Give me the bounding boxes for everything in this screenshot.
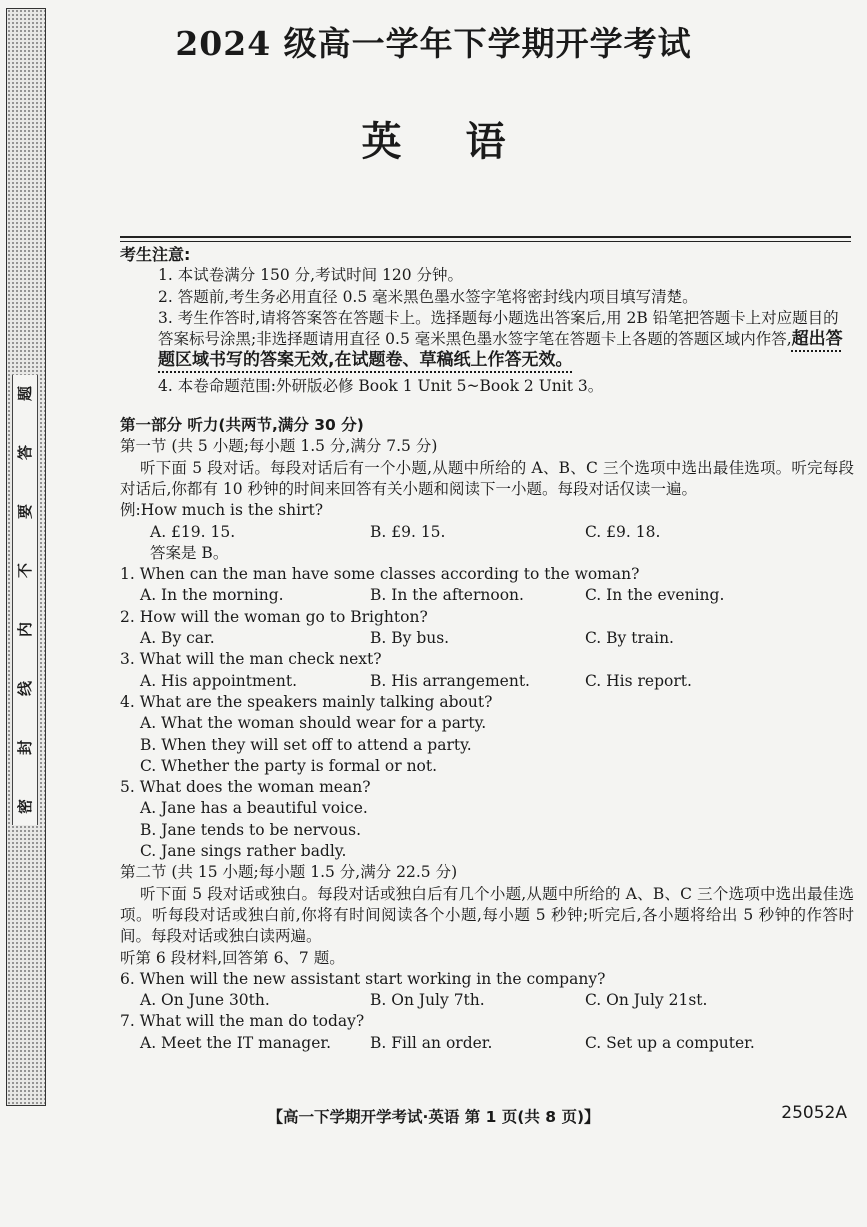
- option: B. On July 7th.: [370, 991, 485, 1010]
- section2-instructions: 听下面 5 段对话或独白。每段对话或独白后有几个小题,从题中所给的 A、B、C 三个选项中选出最佳选项。听每段对话或独白前,你将有时间阅读各个小题,每小题 5 秒钟;听完后,各小题将给出 5 秒钟的作答时间。每段对话或独白读两遍。: [120, 884, 854, 946]
- notice-item: 1. 本试卷满分 150 分,考试时间 120 分钟。: [158, 266, 464, 285]
- binding-char: 题: [16, 385, 35, 402]
- option: A. By car.: [140, 629, 215, 648]
- section1-heading: 第一节 (共 5 小题;每小题 1.5 分,满分 7.5 分): [120, 437, 438, 456]
- question: 1. When can the man have some classes according to the woman?: [120, 565, 640, 584]
- question: 5. What does the woman mean?: [120, 778, 371, 797]
- option: C. In the evening.: [585, 586, 725, 605]
- paper-code: 25052A: [781, 1103, 847, 1123]
- question-options: [120, 671, 854, 692]
- option: C. Set up a computer.: [585, 1033, 755, 1052]
- option: B. By bus.: [370, 629, 450, 648]
- option: C. By train.: [585, 629, 674, 648]
- option: C. £9. 18.: [585, 522, 661, 541]
- question-options: [120, 585, 854, 606]
- option: B. His arrangement.: [370, 671, 530, 690]
- option: A. Meet the IT manager.: [140, 1033, 332, 1052]
- page-footer: 【高一下学期开学考试·英语 第 1 页(共 8 页)】: [267, 1108, 600, 1126]
- option: C. His report.: [585, 671, 692, 690]
- option: A. £19. 15.: [150, 522, 236, 541]
- question-options: [120, 628, 854, 649]
- notice-item-text: 3. 考生作答时,请将答案答在答题卡上。选择题每小题选出答案后,用 2B 铅笔把答题卡上对应题目的答案标号涂黑;非选择题请用直径 0.5 毫米黑色墨水签字笔在答题卡上各题的答题区域内作答,: [158, 308, 839, 349]
- part1-heading: 第一部分 听力(共两节,满分 30 分): [120, 416, 364, 435]
- example-answer: 答案是 B。: [150, 543, 229, 562]
- option: C. Whether the party is formal or not.: [140, 756, 438, 775]
- option: C. Jane sings rather badly.: [140, 842, 347, 861]
- page-content: [120, 244, 854, 1054]
- option: A. In the morning.: [140, 586, 284, 605]
- notice-item: 4. 本卷命题范围:外研版必修 Book 1 Unit 5~Book 2 Unit 3。: [158, 376, 604, 395]
- binding-char: 密: [16, 798, 35, 815]
- example-question: 例:How much is the shirt?: [120, 501, 324, 520]
- binding-char: 线: [16, 680, 35, 697]
- question: 3. What will the man check next?: [120, 650, 382, 669]
- notice-emphasis: 超出答题区域书写的答案无效,在试题卷、草稿纸上作答无效。: [158, 329, 843, 371]
- header-rule: [120, 236, 851, 238]
- option: B. Fill an order.: [370, 1033, 493, 1052]
- notice-item: [120, 308, 854, 372]
- binding-char: 不: [16, 562, 35, 579]
- option: B. In the afternoon.: [370, 586, 524, 605]
- question: 4. What are the speakers mainly talking about?: [120, 692, 493, 711]
- question-options: [120, 1033, 854, 1054]
- exam-title: 2024 级高一学年下学期开学考试: [175, 24, 692, 63]
- option: B. When they will set off to attend a party.: [140, 735, 472, 754]
- binding-char: 内: [16, 621, 35, 638]
- question-options: [120, 990, 854, 1011]
- option: A. His appointment.: [140, 671, 297, 690]
- option: A. Jane has a beautiful voice.: [140, 799, 368, 818]
- header-rule-thin: [120, 241, 851, 242]
- binding-char: 封: [16, 739, 35, 756]
- question: 2. How will the woman go to Brighton?: [120, 607, 428, 626]
- option: A. On June 30th.: [140, 991, 270, 1010]
- option: C. On July 21st.: [585, 991, 708, 1010]
- option: B. £9. 15.: [370, 522, 446, 541]
- binding-warning: [12, 375, 38, 825]
- question: 6. When will the new assistant start working in the company?: [120, 969, 606, 988]
- notice-heading: 考生注意:: [120, 245, 191, 264]
- binding-char: 要: [16, 503, 35, 520]
- subject-title: 英语: [361, 118, 570, 165]
- notice-item: 2. 答题前,考生务必用直径 0.5 毫米黑色墨水签字笔将密封线内项目填写清楚。: [158, 287, 698, 306]
- material-note: 听第 6 段材料,回答第 6、7 题。: [120, 948, 345, 967]
- option: A. What the woman should wear for a party.: [140, 714, 487, 733]
- binding-char: 答: [16, 444, 35, 461]
- section2-heading: 第二节 (共 15 小题;每小题 1.5 分,满分 22.5 分): [120, 863, 458, 882]
- option: B. Jane tends to be nervous.: [140, 820, 361, 839]
- example-options: [120, 522, 854, 543]
- question: 7. What will the man do today?: [120, 1012, 365, 1031]
- section1-instructions: 听下面 5 段对话。每段对话后有一个小题,从题中所给的 A、B、C 三个选项中选出最佳选项。听完每段对话后,你都有 10 秒钟的时间来回答有关小题和阅读下一小题。每段对话仅读一遍。: [120, 458, 854, 498]
